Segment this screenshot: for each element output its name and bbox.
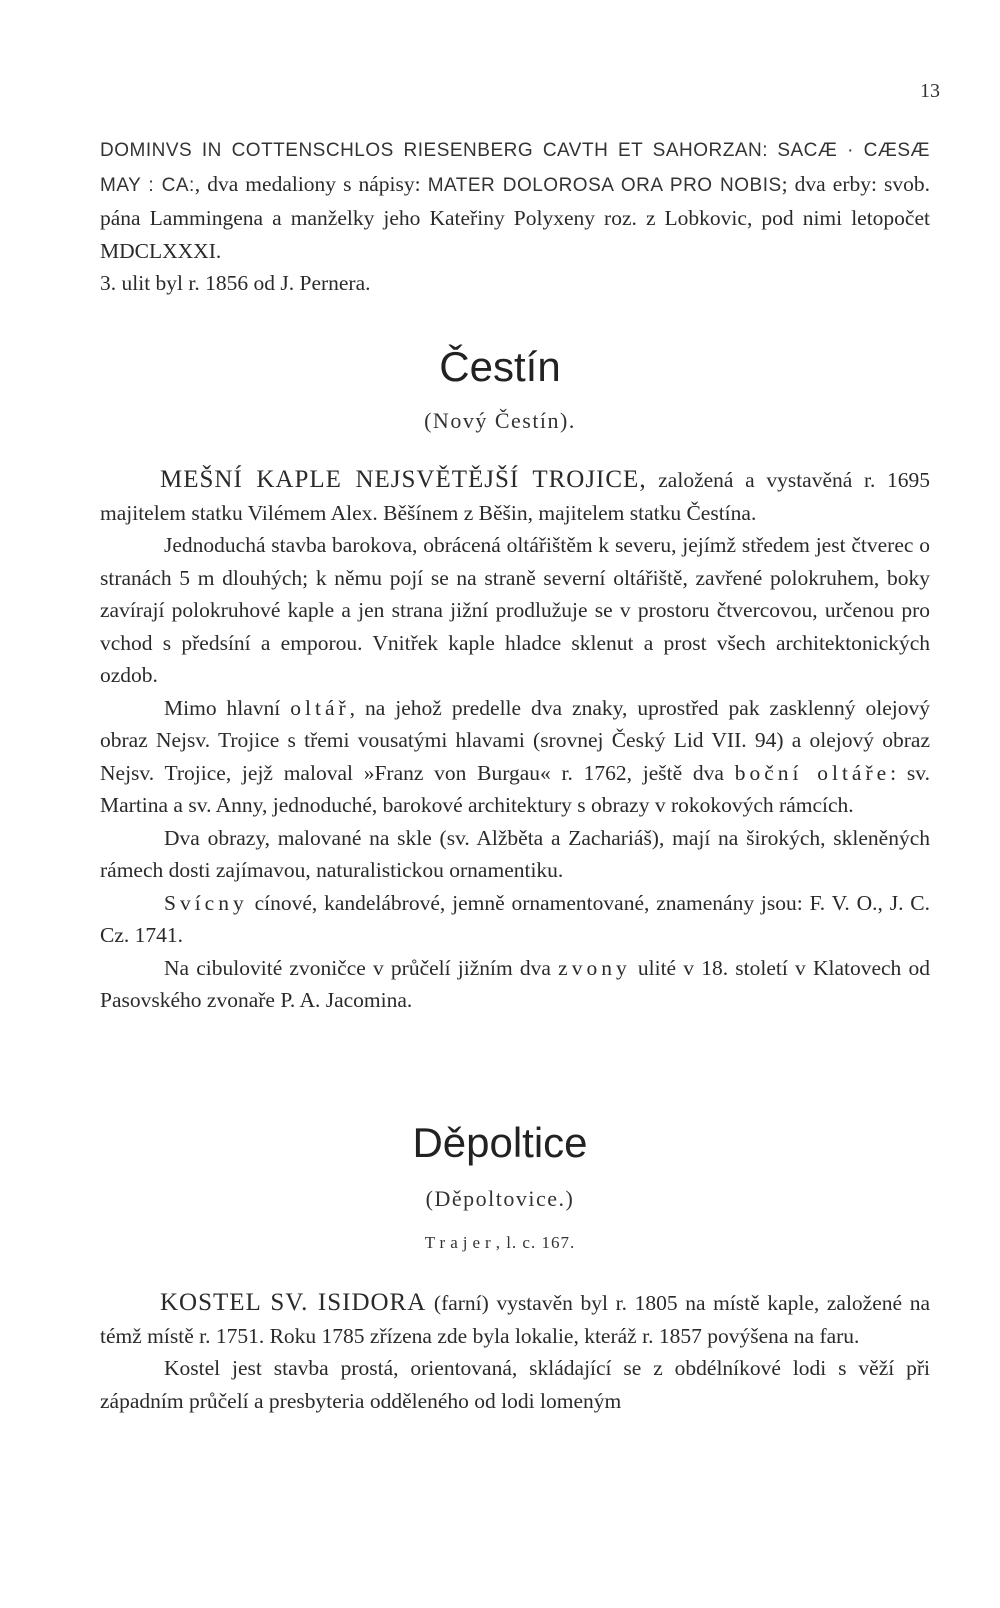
reference-citation: , l. c. 167. [495,1233,576,1252]
section-title-cestin: Čestín [439,343,561,390]
section-subtitle-cestin: (Nový Čestín). [424,408,576,433]
spaced-term: Svícny [164,890,248,915]
chapel-heading-paragraph [100,464,930,529]
intro-block [100,133,930,300]
paragraph-altars [100,692,930,822]
literature-reference [0,1233,1000,1253]
section-body-cestin [100,464,930,1017]
inscription-text-3: MATER DOLOROSA ORA PRO NOBIS [427,174,782,196]
section-body-depoltice [100,1287,930,1417]
text-span: Na cibulovité zvoničce v průčelí jižním dva [164,955,559,980]
intro-text: , dva medaliony s nápisy: [194,171,428,196]
text-span: : sv. Martina a sv. Anny, jednoduché, barokové architektury s obrazy v rokokových rámcích. [100,760,930,817]
reference-author: Trajer [424,1233,496,1252]
chapel-heading: MEŠNÍ KAPLE NEJSVĚTĚJŠÍ TROJICE, [160,466,647,493]
section-subtitle-depoltice: (Děpoltovice.) [425,1186,575,1211]
paragraph-structure: Jednoduchá stavba barokova, obrácená oltářištěm k severu, jejímž středem jest čtverec o stranách 5 m dlouhých; k němu pojí se na straně severní oltářiště, zavřené polokruhem, boky zavírají polokruhové kaple a jen strana jižní prodlužuje se v prostoru čtvercovou, určenou pro vchod s předsíní a emporou. Vnitřek kaple hladce sklenut a prost všech architektonických ozdob. [100,533,930,687]
chapel-intro-text: založená a vystavěná r. 1695 majitelem statku Vilémem Alex. Běšínem z Běšin, majitelem statku Čestína. [100,468,931,525]
text-span: ulité v 18. století v Klatovech od Pasovského zvonaře P. A. Jacomina. [100,955,930,1012]
text-span: , na jehož predelle dva znaky, uprostřed pak zasklenný olejový obraz Nejsv. Trojice s třemi vousatými hlavami (srovnej Český Lid VII. 94) a olejový obraz Nejsv. Trojice, jejž maloval »Franz von Burgau« r. 1762, ještě dva [100,695,930,785]
page-number: 13 [920,80,940,102]
text-span: Mimo hlavní [164,695,291,720]
intro-paragraph [100,133,930,267]
spaced-term: zvony [558,955,631,980]
paragraph-church-structure: Kostel jest stavba prostá, orientovaná, skládající se z obdélníkové lodi s věží při západním průčelí a presbyteria odděleného od lodi lomeným [100,1356,930,1413]
paragraph-candlesticks [100,887,930,952]
church-intro-text: (farní) vystavěn byl r. 1805 na místě kaple, založené na témž místě r. 1751. Roku 1785 zřízena zde byla lokalie, kteráž r. 1857 povýšena na faru. [100,1291,930,1348]
church-heading: KOSTEL SV. ISIDORA [160,1289,427,1316]
intro-text-2: ; dva erby: svob. pána Lammingena a manželky jeho Kateřiny Polyxeny roz. z Lobkovic, pod nimi letopočet MDCLXXXI. [100,171,930,263]
church-heading-paragraph [100,1287,930,1352]
spaced-term: oltář [290,695,350,720]
text-span: cínové, kandelábrové, jemně ornamentované, znamenány jsou: F. V. O., J. C. Cz. 1741. [100,890,930,947]
intro-line-bell: 3. ulit byl r. 1856 od J. Pernera. [100,271,371,295]
inscription-text: DOMINVS IN COTTENSCHLOS RIESENBERG CAVTH ET SAHORZAN: [100,140,768,161]
section-title-depoltice: Děpoltice [412,1119,588,1166]
paragraph-bells [100,952,930,1017]
paragraph-paintings: Dva obrazy, malované na skle (sv. Alžběta a Zachariáš), mají na širokých, skleněných rámech dosti zajímavou, naturalistickou ornamentiku. [100,825,930,882]
spaced-term: boční oltáře [734,760,891,785]
inscription-text-2: SACÆ · CÆSÆ MAY : CA: [100,140,931,196]
